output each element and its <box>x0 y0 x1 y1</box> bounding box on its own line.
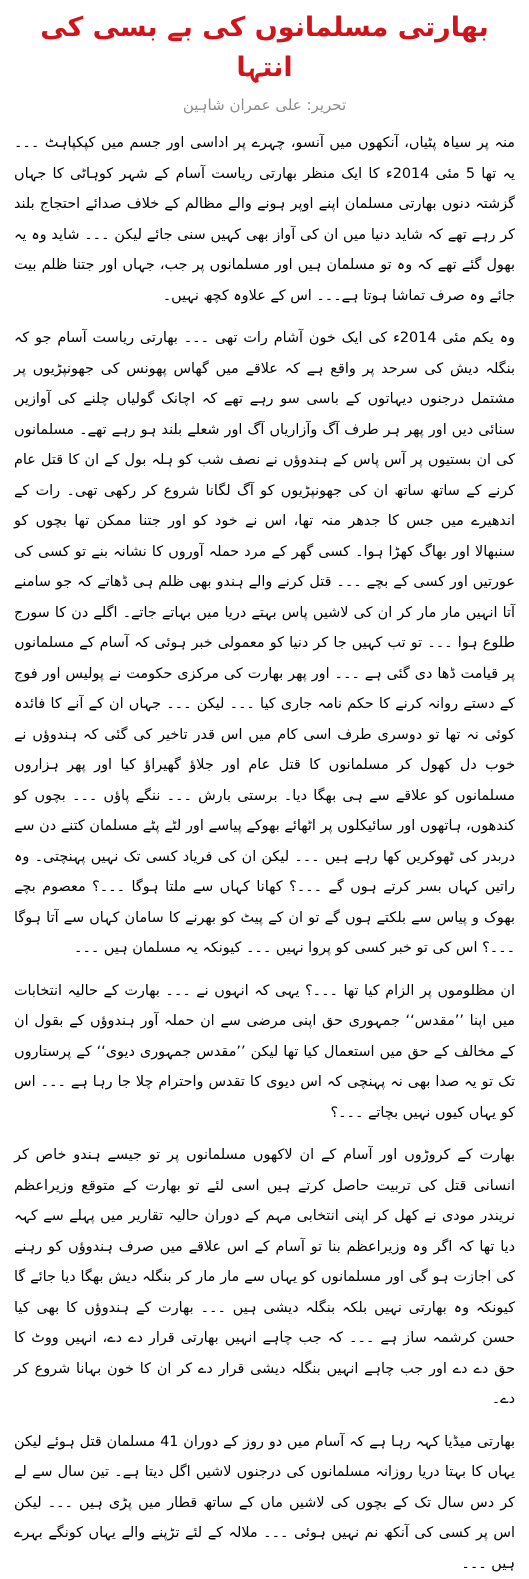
article-paragraph: ان مظلوموں پر الزام کیا تھا ۔۔۔؟ یہی کہ انہوں نے ۔۔۔ بھارت کے حالیہ انتخابات میں اپنا ’’مقدس‘‘ جمہوری حق اپنی مرضی سے ان حملہ آور ہندوؤں کے بقول ان کے مخالف کے حق میں استعمال کیا تھا لیکن ’’مقدس جمہوری دیوی‘‘ کے پرستاروں تک تو یہ صدا بھی نہ پہنچی کہ اس دیوی کا تقدس واحترام چلا جا رہا ہے ۔۔۔ اس کو یہاں کیوں نہیں بچاتے ۔۔۔؟ <box>14 976 515 1129</box>
article-paragraph: بھارتی میڈیا کہہ رہا ہے کہ آسام میں دو روز کے دوران 41 مسلمان قتل ہوئے لیکن یہاں کا بہتا دریا روزانہ مسلمانوں کی درجنوں لاشیں اگل دیتا ہے۔ تین سال سے لے کر دس سال تک کے بچوں کی لاشیں ماں کے ساتھ قطار میں پڑی ہیں ۔۔۔ لیکن اس پر کسی کی آنکھ نم نہیں ہوئی ۔۔۔ ملالہ کے لئے تڑپنے والے یہاں کونگے بہرے ہیں ۔۔۔ <box>14 1427 515 1579</box>
article-body <box>14 128 515 1579</box>
article-title: بھارتی مسلمانوں کی بے بسی کی انتہا <box>14 8 515 88</box>
article-paragraph: بھارت کے کروڑوں اور آسام کے ان لاکھوں مسلمانوں پر تو جیسے ہندو خاص کر انسانی قتل کی تربیت حاصل کرتے ہیں اسی لئے تو بھارت کے متوقع وزیراعظم نریندر مودی نے کھل کر اپنی انتخابی مہم کے دوران حالیہ تقاریر میں پہلے سے کہہ دیا تھا کہ اگر وہ وزیراعظم بنا تو آسام کے اس علاقے میں صرف ہندوؤں کو رہنے کی اجازت ہو گی اور مسلمانوں کو یہاں سے مار مار کر بنگلہ دیش بھگا دیا جائے گا کیونکہ وہ بھارتی نہیں بلکہ بنگلہ دیشی ہیں ۔۔۔ بھارت کے ہندوؤں کا بھی کیا حسن کرشمہ ساز ہے ۔۔۔ کہ جب چاہے انہیں بھارتی قرار دے دے، انہیں ووٹ کا حق دے دے اور جب چاہے انہیں بنگلہ دیشی قرار دے کر ان کا خون بہانا شروع کر دے۔ <box>14 1140 515 1415</box>
article-author: تحریر: علی عمران شاہین <box>14 94 515 116</box>
article-paragraph: منہ پر سیاہ پٹیاں، آنکھوں میں آنسو، چہرے پر اداسی اور جسم میں کپکپاہٹ ۔۔۔ یہ تھا 5 مئی 2014ء کا ایک منظر بھارتی ریاست آسام کے شہر کوہاٹی کا جہاں گزشتہ دنوں بھارتی مسلمان اپنے اوپر ہونے والے مظالم کے خلاف صدائے احتجاج بلند کر رہے تھے کہ شاید دنیا میں ان کی آواز بھی کہیں سنی جائے لیکن ۔۔۔ شاید وہ یہ بھول گئے تھے کہ وہ تو مسلمان ہیں اور مسلمانوں پر جب، جہاں اور جتنا ظلم بیت جائے وہ صرف تماشا ہوتا ہے۔۔۔ اس کے علاوہ کچھ نہیں۔ <box>14 128 515 311</box>
article-paragraph: وہ یکم مئی 2014ء کی ایک خون آشام رات تھی ۔۔۔ بھارتی ریاست آسام جو کہ بنگلہ دیش کی سرحد پر واقع ہے کہ علاقے میں گھاس پھونس کی جھونپڑیوں پر مشتمل درجنوں دیہاتوں کے باسی سو رہے تھے کہ اچانک گولیاں چلنے کی آوازیں سنائی دیں اور پھر ہر طرف آگ وآزاریاں آگ اور شعلے بلند ہو رہے تھے۔ مسلمانوں کی ان بستیوں پر آس پاس کے ہندوؤں نے نصف شب کو ہلہ بول کے ان کا قتل عام کرنے کے ساتھ ساتھ ان کی جھونپڑیوں کو آگ لگانا شروع کر رکھی تھی۔ رات کے اندھیرے میں جس کا جدھر منہ تھا، اس نے خود کو اور جتنا ممکن تھا بچوں کو سنبھالا اور بھاگ کھڑا ہوا۔ کسی گھر کے مرد حملہ آوروں کا نشانہ بنے تو کسی کی عورتیں اور کسی کے بچے ۔۔۔ قتل کرنے والے ہندو بھی ظلم ہی ڈھاتے کہ جو سامنے آتا انہیں مار مار کر ان کی لاشیں پاس بہتے دریا میں بہاتے جاتے۔ اگلے دن کا سورج طلوع ہوا ۔۔۔ تو تب کہیں جا کر دنیا کو معمولی خبر ہوئی کہ آسام کے مسلمانوں پر قیامت ڈھا دی گئی ہے ۔۔۔ اور پھر بھارت کی مرکزی حکومت نے پولیس اور فوج کے دستے روانہ کرنے کا حکم نامہ جاری کیا ۔۔۔ لیکن ۔۔۔ جہاں ان کے آنے کا فائدہ کوئی نہ تھا تو دوسری طرف اسی کام میں اس قدر تاخیر کی گئی کہ ہندوؤں نے خوب دل کھول کر مسلمانوں کا قتل عام اور جلاؤ گھیراؤ کیا اور پھر ہزاروں مسلمانوں کو علاقے سے ہی بھگا دیا۔ برستی بارش ۔۔۔ ننگے پاؤں ۔۔۔ بچوں کو کندھوں، ہاتھوں اور سائیکلوں پر اٹھائے بھوکے پیاسے اور لٹے پٹے مسلمان کتنے دن سے دربدر کی ٹھوکریں کھا رہے ہیں ۔۔۔ لیکن ان کی فریاد کسی تک نہیں پہنچتی۔ وہ راتیں کہاں بسر کرتے ہوں گے ۔۔۔؟ کھانا کہاں سے ملتا ہوگا ۔۔۔؟ معصوم بچے بھوک و پیاس سے بلکتے ہوں گے تو ان کے پیٹ کو بھرنے کا سامان کہاں سے آتا ہوگا ۔۔۔؟ اس کی تو خبر کسی کو پروا نہیں ۔۔۔ کیونکہ یہ مسلمان ہیں ۔۔۔ <box>14 323 515 964</box>
